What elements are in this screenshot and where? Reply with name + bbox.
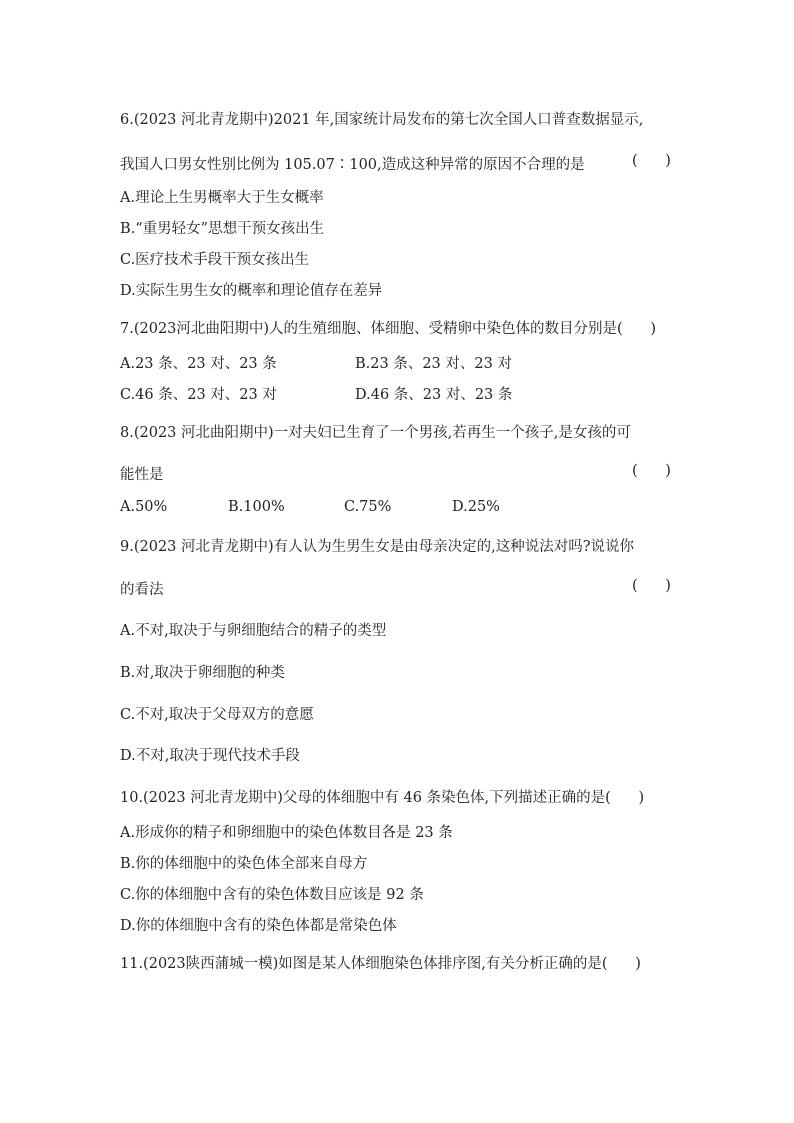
question-8-option-d: D.25% — [452, 499, 500, 515]
question-8-option-a: A.50% — [120, 499, 168, 515]
question-9-stem-line-2: 的看法 — [120, 582, 164, 598]
question-11-stem: 11.(2023陕西蒲城一模)如图是某人体细胞染色体排序图,有关分析正确的是( ) — [120, 956, 641, 972]
question-10-option-b: B.你的体细胞中的染色体全部来自母方 — [120, 856, 368, 872]
question-10-option-d: D.你的体细胞中含有的染色体都是常染色体 — [120, 918, 397, 934]
question-9-answer-bracket: ( ) — [632, 578, 671, 594]
question-6-stem-line-2: 我国人口男女性别比例为 105.07∶100,造成这种异常的原因不合理的是 — [120, 157, 585, 173]
question-6-option-a: A.理论上生男概率大于生女概率 — [120, 190, 324, 206]
question-6-option-c: C.医疗技术手段干预女孩出生 — [120, 252, 310, 268]
question-10-option-c: C.你的体细胞中含有的染色体数目应该是 92 条 — [120, 887, 424, 903]
question-9-option-d: D.不对,取决于现代技术手段 — [120, 748, 300, 764]
question-10-option-a: A.形成你的精子和卵细胞中的染色体数目各是 23 条 — [120, 825, 453, 841]
question-7-option-d: D.46 条、23 对、23 条 — [355, 387, 513, 403]
question-8-option-b: B.100% — [228, 499, 285, 515]
question-8-option-c: C.75% — [344, 499, 392, 515]
question-6-stem-line-1: 6.(2023 河北青龙期中)2021 年,国家统计局发布的第七次全国人口普查数据显示, — [120, 112, 644, 128]
question-6-option-b: B.“重男轻女”思想干预女孩出生 — [120, 221, 325, 237]
question-7-option-b: B.23 条、23 对、23 对 — [355, 356, 512, 372]
question-8-stem-line-1: 8.(2023 河北曲阳期中)一对夫妇已生育了一个男孩,若再生一个孩子,是女孩的可 — [120, 425, 631, 441]
question-7-option-a: A.23 条、23 对、23 条 — [120, 356, 277, 372]
question-7-option-c: C.46 条、23 对、23 对 — [120, 387, 277, 403]
question-9-option-c: C.不对,取决于父母双方的意愿 — [120, 707, 314, 723]
question-6-answer-bracket: ( ) — [632, 153, 671, 169]
question-8-stem-line-2: 能性是 — [120, 467, 164, 483]
question-8-answer-bracket: ( ) — [632, 463, 671, 479]
question-9-option-b: B.对,取决于卵细胞的种类 — [120, 665, 285, 681]
question-9-option-a: A.不对,取决于与卵细胞结合的精子的类型 — [120, 623, 387, 639]
question-9-stem-line-1: 9.(2023 河北青龙期中)有人认为生男生女是由母亲决定的,这种说法对吗?说说你 — [120, 539, 635, 555]
question-6-option-d: D.实际生男生女的概率和理论值存在差异 — [120, 283, 383, 299]
question-10-stem: 10.(2023 河北青龙期中)父母的体细胞中有 46 条染色体,下列描述正确的是( ) — [120, 790, 645, 806]
question-7-stem: 7.(2023河北曲阳期中)人的生殖细胞、体细胞、受精卵中染色体的数目分别是( ) — [120, 321, 657, 337]
